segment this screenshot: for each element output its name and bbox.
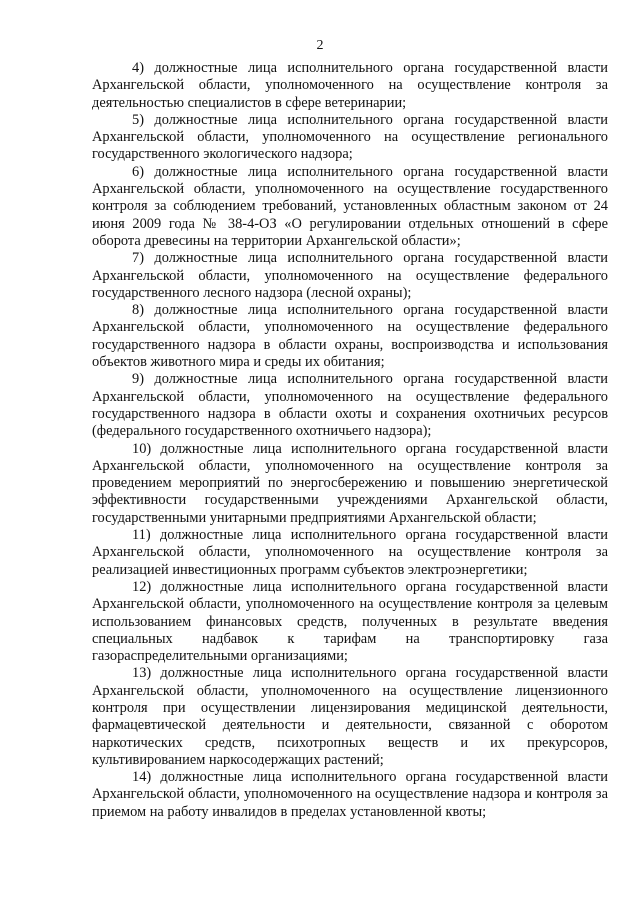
list-item-12: 12) должностные лица исполнительного органа государственной власти Архангельской области, уполномоченного на осуществление контроля за целевым использованием финансовых средств, полученных в результате введения специальных надбавок к тарифам на транспортировку газа газораспределительными организациями; [92, 578, 608, 665]
list-item-5: 5) должностные лица исполнительного органа государственной власти Архангельской области, уполномоченного на осуществление регионального государственного экологического надзора; [92, 111, 608, 163]
list-item-13: 13) должностные лица исполнительного органа государственной власти Архангельской области, уполномоченного на осуществление лицензионного контроля при осуществлении лицензирования медицинской деятельности, фармацевтической деятельности и деятельности, связанной с оборотом наркотических средств, психотропных веществ и их прекурсоров, культивированием наркосодержащих растений; [92, 665, 608, 768]
page-number: 2 [316, 38, 324, 53]
list-item-4: 4) должностные лица исполнительного органа государственной власти Архангельской области, уполномоченного на осуществление контроля за деятельностью специалистов в сфере ветеринарии; [92, 60, 608, 111]
document-body [92, 60, 608, 821]
list-item-8: 8) должностные лица исполнительного органа государственной власти Архангельской области, уполномоченного на осуществление федерального государственного надзора в области охраны, воспроизводства и использования объектов животного мира и среды их обитания; [92, 302, 608, 371]
list-item-9: 9) должностные лица исполнительного органа государственной власти Архангельской области, уполномоченного на осуществление федерального государственного надзора в области охоты и сохранения охотничьих ресурсов (федерального государственного охотничьего надзора); [92, 371, 608, 440]
list-item-11: 11) должностные лица исполнительного органа государственной власти Архангельской области, уполномоченного на осуществление контроля за реализацией инвестиционных программ субъектов электроэнергетики; [92, 527, 608, 578]
list-item-10: 10) должностные лица исполнительного органа государственной власти Архангельской области, уполномоченного на осуществление контроля за проведением мероприятий по энергосбережению и повышению энергетической эффективности государственными учреждениями Архангельской области, государственными унитарными предприятиями Архангельской области; [92, 440, 608, 526]
list-item-6: 6) должностные лица исполнительного органа государственной власти Архангельской области, уполномоченного на осуществление государственного контроля за соблюдением требований, установленных областным законом от 24 июня 2009 года № 38-4-ОЗ «О регулировании отдельных отношений в сфере оборота древесины на территории Архангельской области»; [92, 163, 608, 249]
list-item-7: 7) должностные лица исполнительного органа государственной власти Архангельской области, уполномоченного на осуществление федерального государственного лесного надзора (лесной охраны); [92, 250, 608, 301]
list-item-14: 14) должностные лица исполнительного органа государственной власти Архангельской области, уполномоченного на осуществление надзора и контроля за приемом на работу инвалидов в пределах установленной квоты; [92, 769, 608, 820]
